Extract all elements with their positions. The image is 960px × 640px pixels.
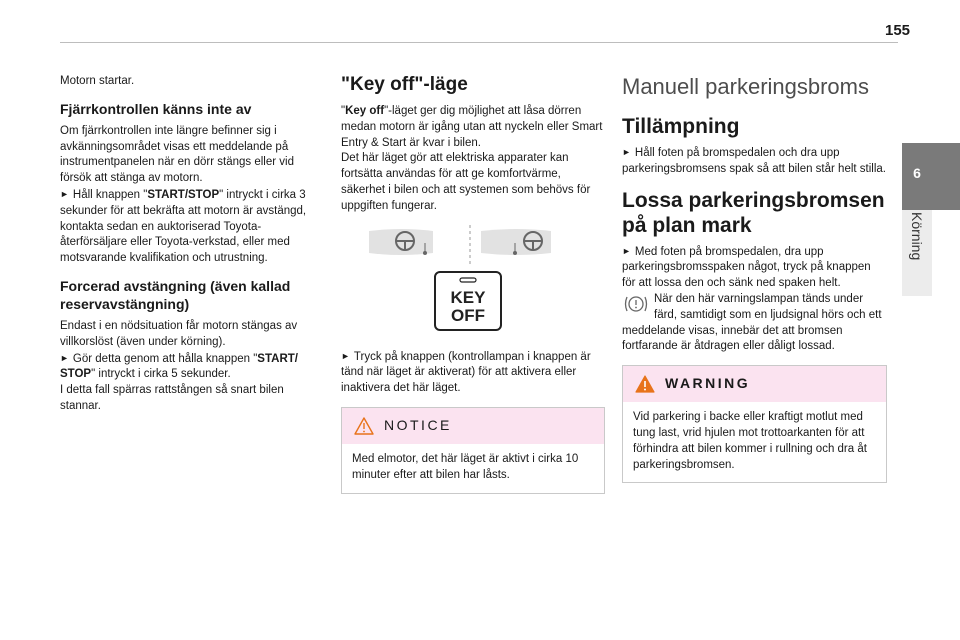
manual-parking-brake-heading: Manuell parkeringsbroms [622, 74, 869, 99]
key-off-illustration [341, 223, 605, 335]
dashboard-illustration [341, 223, 605, 271]
remote-not-detected-heading: Fjärrkontrollen känns inte av [60, 100, 252, 117]
chapter-number: 6 [913, 165, 921, 181]
forced-paragraph-3: I detta fall spärras rattstången så snart bilen stannar. [60, 384, 284, 412]
release-paragraph: ► Med foten på bromspedalen, dra upp parkeringsbromsspaken något, tryck på knappen för att lossa den och sänk ned spaken helt. [622, 245, 871, 290]
remote-paragraph-1: Om fjärrkontrollen inte längre befinner sig i avkänningsområdet visas ett meddelande på instrumentpanelen när en dörr stängs eller vid försök att stänga av motorn. [60, 124, 294, 185]
chapter-title: Körning [909, 212, 925, 261]
key-off-paragraph-2: Det här läget gör att elektriska apparater kan fortsätta användas för att ge komfortvärme, säkerhet i bilen och att systemen som behövs för uppgiften fungerar. [341, 152, 591, 212]
key-off-paragraph-1: "Key off"-läget ger dig möjlighet att låsa dörren medan motorn är igång utan att nyckeln eller Smart Entry & Start är kvar i bilen. [341, 105, 603, 149]
notice-title: NOTICE [384, 417, 452, 434]
key-off-paragraph-3: ► Tryck på knappen (kontrollampan i knappen är tänd när läget är aktiverat) för att aktivera eller inaktivera det här läget. [341, 350, 591, 395]
warning-triangle-icon [635, 375, 655, 393]
header-divider [60, 42, 898, 43]
arrow-bullet-icon: ► [60, 188, 69, 199]
notice-text: Med elmotor, det här läget är aktivt i cirka 10 minuter efter att bilen har låsts. [352, 452, 579, 481]
parking-brake-lamp-icon [622, 292, 650, 316]
arrow-bullet-icon: ► [622, 245, 631, 256]
arrow-bullet-icon: ► [622, 147, 631, 157]
column-1 [60, 74, 322, 415]
forced-shutdown-heading: Forcerad avstängning (även kallad reservavstängning) [60, 277, 291, 312]
remote-paragraph-2: ► Håll knappen "START/STOP" intryckt i cirka 3 sekunder för att bekräfta att motorn är avstängd, kontakta sedan en auktoriserad Toyota-återförsäljare eller Toyota-verkstad, eller med motsvarande kvalifikation och utrustning. [60, 188, 307, 265]
warning-title: WARNING [665, 375, 751, 392]
key-off-heading: "Key off"-läge [341, 74, 468, 95]
notice-box [341, 407, 605, 494]
release-heading: Lossa parkeringsbromsen på plan mark [622, 188, 885, 237]
column-2 [341, 74, 605, 494]
notice-header [342, 408, 604, 444]
application-paragraph: ► Håll foten på bromspedalen och dra upp parkeringsbromsens spak så att bilen står helt stilla. [622, 147, 886, 175]
warning-triangle-icon [354, 417, 374, 435]
application-heading: Tillämpning [622, 115, 740, 138]
key-off-label-line1: KEY [450, 287, 486, 307]
warning-box [622, 365, 887, 483]
warning-header [623, 366, 886, 402]
forced-paragraph-2: ► Gör detta genom att hålla knappen "START/ STOP" intryckt i cirka 5 sekunder. [60, 352, 298, 381]
forced-paragraph-1: Endast i en nödsituation får motorn stängas av villkorslöst (även under körning). [60, 319, 298, 348]
warning-lamp-paragraph: När den här varningslampan tänds under färd, samtidigt som en ljudsignal hörs och ett meddelande visas, innebär det att bromsen fortfarande är åtdragen eller dåligt lossad. [622, 292, 882, 353]
column-3 [622, 74, 887, 483]
key-off-button[interactable] [434, 271, 502, 331]
engine-starts-text: Motorn startar. [60, 75, 135, 87]
arrow-bullet-icon: ► [60, 352, 69, 363]
warning-text: Vid parkering i backe eller kraftigt motlut med tung last, vrid hjulen mot trottoarkanten för att förhindra att bilen kommer i rullning och dra åt parkeringsbromsen. [633, 411, 867, 471]
key-off-label-line2: OFF [451, 305, 485, 325]
page-number: 155 [885, 22, 911, 39]
arrow-bullet-icon: ► [341, 350, 350, 361]
